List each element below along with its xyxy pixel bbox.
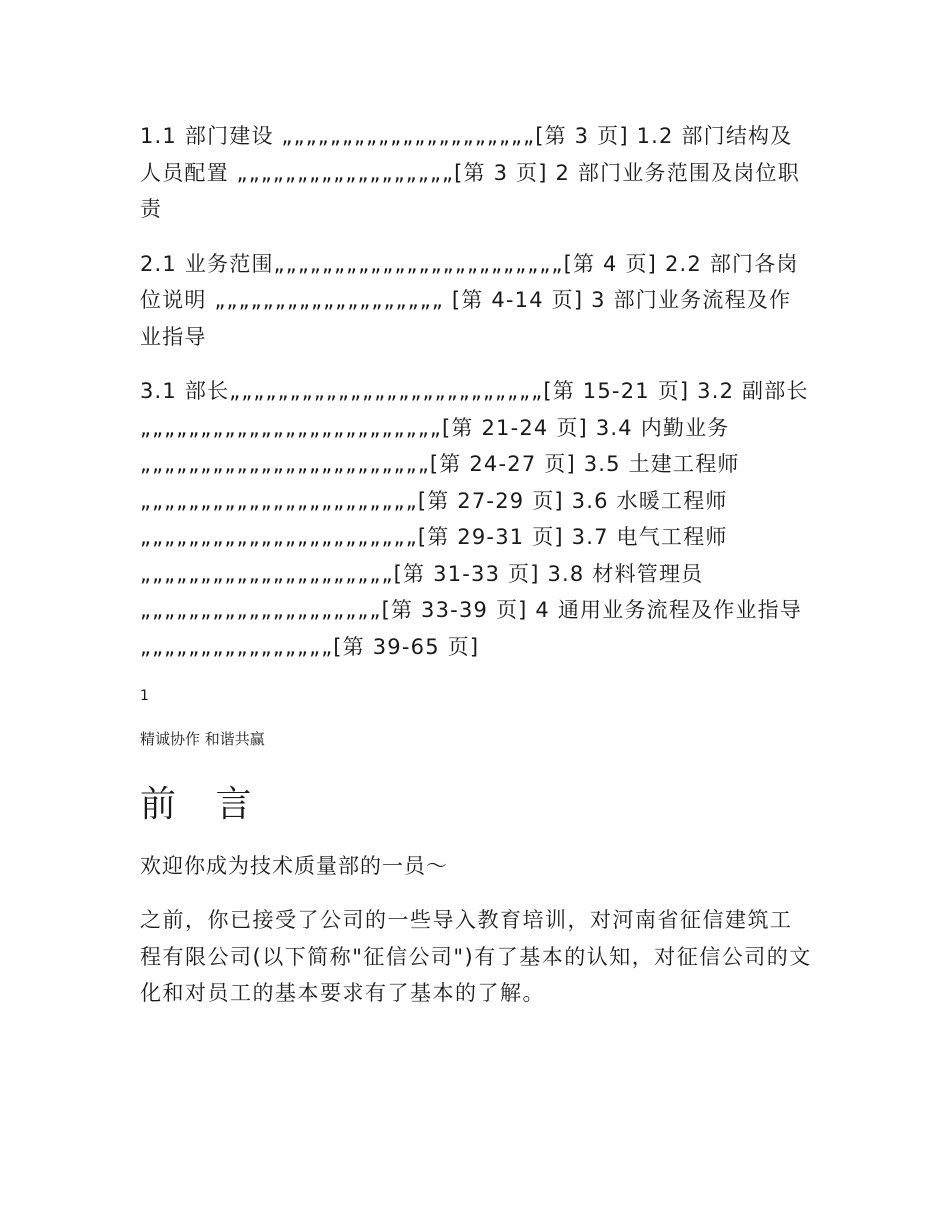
toc-paragraph-3: 3.1 部长„„„„„„„„„„„„„„„„„„„„„„„„„„[第 15-21 页] 3.2 副部长„„„„„„„„„„„„„„„„„„„„„„„„„[第 21-24 页] 3.4 内勤业务„„„„„„„„„„„„„„„„„„„„„„„„[第 24-27 页] 3.5 土建工程师„„„„„„„„„„„„„„„„„„„„„„„[第 27-29 页] 3.6 水暖工程师„„„„„„„„„„„„„„„„„„„„„„„[第 29-31 页] 3.7 电气工程师 „„„„„„„„„„„„„„„„„„„„„[第 31-33 页] 3.8 材料管理员 „„„„„„„„„„„„„„„„„„„„[第 33-39 页] 4 通用业务流程及作业指导 „„„„„„„„„„„„„„„„[第 39-65 页] bbox=[140, 379, 809, 659]
preface-greeting: 欢迎你成为技术质量部的一员～ bbox=[140, 854, 448, 878]
toc-paragraph-1: 1.1 部门建设 „„„„„„„„„„„„„„„„„„„„„[第 3 页] 1.2 部门结构及人员配置 „„„„„„„„„„„„„„„„„„[第 3 页] 2 部门业务范围及岗位职责 bbox=[140, 124, 800, 221]
page-number: 1 bbox=[140, 688, 149, 704]
preface-body: 之前，你已接受了公司的一些导入教育培训，对河南省征信建筑工程有限公司(以下简称"征信公司")有了基本的认知，对征信公司的文化和对员工的基本要求有了基本的了解。 bbox=[140, 908, 812, 1005]
footer-slogan: 精诚协作 和谐共赢 bbox=[140, 730, 265, 748]
document-page bbox=[140, 118, 812, 1005]
preface-title: 前 言 bbox=[140, 784, 266, 825]
toc-paragraph-2: 2.1 业务范围„„„„„„„„„„„„„„„„„„„„„„„„[第 4 页] 2.2 部门各岗位说明 „„„„„„„„„„„„„„„„„„„ [第 4-14 页] 3 部门业务流程及作业指导 bbox=[140, 251, 799, 349]
